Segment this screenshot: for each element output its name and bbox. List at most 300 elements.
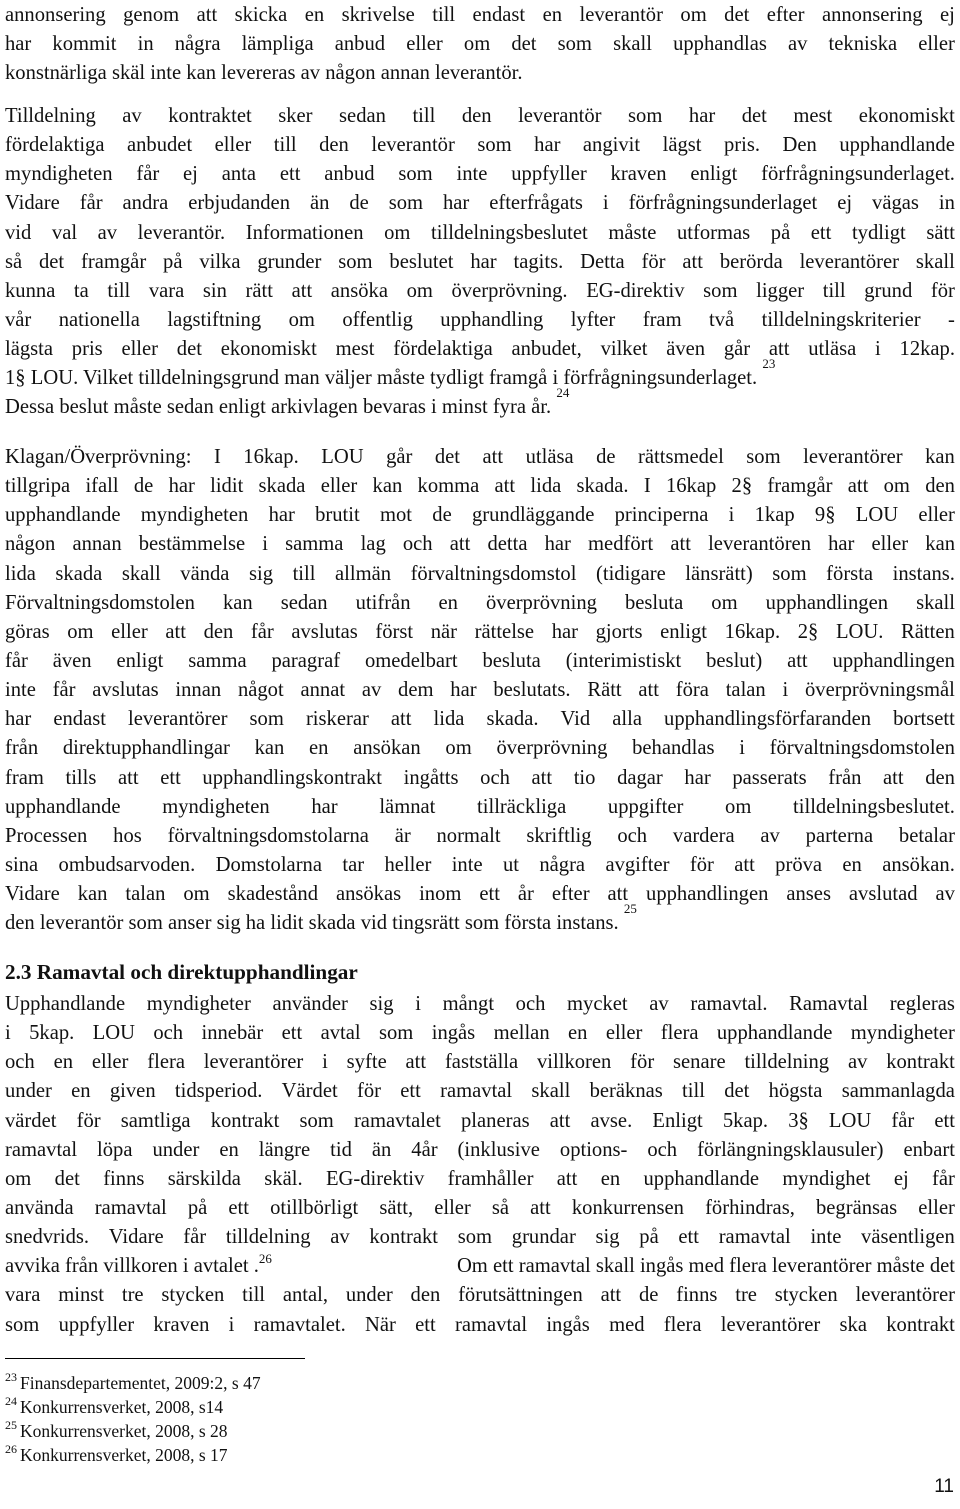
word: kunna: [5, 279, 56, 302]
word: överprövning.: [451, 279, 568, 302]
word: antal,: [282, 1284, 328, 1307]
word: rättelse: [474, 620, 535, 643]
word: alla: [612, 708, 642, 731]
footnote-number: 25: [5, 1418, 17, 1432]
word: framgår: [81, 250, 147, 273]
word: har: [450, 679, 477, 702]
text-line: [5, 59, 955, 88]
word: dem: [398, 679, 434, 702]
word: paragraf: [271, 649, 341, 672]
word: särskilda: [167, 1167, 241, 1190]
word: tar: [342, 853, 365, 876]
word: genom: [123, 4, 180, 26]
word: till: [273, 134, 297, 157]
word: tidsperiod.: [174, 1080, 263, 1103]
word: förlängningsklausuler): [697, 1138, 884, 1161]
footnote-separator: [5, 1358, 305, 1359]
word: ett: [810, 221, 832, 244]
word: besluta: [624, 591, 684, 614]
word: Vidare: [5, 192, 60, 215]
word: har: [5, 708, 32, 731]
word: ett: [281, 1022, 303, 1045]
word: skadestånd: [227, 883, 318, 906]
word: som: [5, 1313, 40, 1336]
word: avse.: [590, 1109, 633, 1132]
word: ett: [228, 1196, 250, 1219]
text-line: [5, 1136, 955, 1165]
word: att: [291, 279, 313, 302]
word: leverantörer: [855, 1284, 955, 1307]
word: skada.: [486, 708, 539, 731]
word: EG-direktiv: [586, 279, 685, 302]
word: upphandlas: [673, 33, 767, 56]
word: kan: [222, 591, 253, 614]
word: göras: [5, 620, 50, 643]
word: skicka: [234, 4, 288, 26]
text-line: [5, 277, 955, 306]
word: skall: [916, 591, 955, 614]
word: inte: [456, 163, 488, 186]
word: att: [682, 250, 703, 273]
word: endast: [53, 708, 106, 731]
word: de: [638, 1284, 659, 1307]
text-line: [5, 385, 955, 422]
word: till: [292, 562, 316, 585]
word: fördelaktiga: [393, 338, 493, 361]
word: ej: [837, 192, 853, 215]
word: att: [196, 4, 218, 26]
word: mångt: [442, 993, 495, 1015]
word: LOU.: [835, 620, 884, 643]
word: den: [925, 766, 955, 789]
word: skall: [915, 250, 955, 273]
word: erbjudanden: [188, 192, 290, 215]
word: att: [494, 475, 516, 498]
word: skada: [55, 562, 103, 585]
word: får: [52, 679, 76, 702]
word: att: [787, 649, 808, 672]
word: lagstiftning: [167, 308, 262, 331]
word: myndigheten: [5, 163, 113, 186]
word: när: [430, 620, 457, 643]
text-line: [5, 1281, 955, 1310]
page-number: 11: [934, 1476, 954, 1497]
word: instans.: [892, 562, 955, 585]
word: upphandlingskontrakt: [202, 766, 383, 789]
word: fastställa: [444, 1051, 519, 1074]
line-text-head: avvika från villkoren i avtalet .: [5, 1255, 259, 1278]
word: i: [228, 1313, 235, 1336]
word: ta: [73, 279, 89, 302]
word: ej: [940, 4, 955, 26]
text-line: [5, 1223, 955, 1252]
word: medfört: [588, 533, 654, 556]
word: dagar: [617, 766, 663, 789]
word: för: [630, 1051, 655, 1074]
word: som: [249, 708, 284, 731]
word: i: [602, 192, 609, 215]
word: mest: [335, 338, 375, 361]
footnote-text: Konkurrensverket, 2008, s 17: [20, 1445, 228, 1465]
word: ligger: [756, 279, 805, 302]
word: utifrån: [355, 591, 411, 614]
word: tekniska: [828, 33, 898, 56]
word: att: [768, 338, 790, 361]
text-line: [5, 102, 955, 131]
word: sker: [278, 105, 313, 127]
word: och: [515, 993, 546, 1015]
text-line: [5, 472, 955, 501]
text-line: [5, 1194, 955, 1223]
word: av: [361, 679, 382, 702]
word: leverantörer: [720, 1313, 821, 1336]
word: ett: [934, 1109, 955, 1132]
word: fördelaktiga: [5, 134, 105, 157]
word: eller: [918, 33, 955, 56]
word: 12kap.: [899, 338, 955, 361]
word: Processen: [5, 824, 88, 847]
word: har: [311, 795, 338, 818]
word: den: [319, 134, 349, 157]
word: vilket: [600, 338, 648, 361]
word: pris: [71, 338, 103, 361]
word: till: [682, 1080, 705, 1103]
word: inte: [5, 679, 36, 702]
text-line: [5, 30, 955, 59]
word: och: [647, 1138, 678, 1161]
word: går: [386, 446, 413, 468]
word: utformas: [676, 221, 751, 244]
line-text: 1§ LOU. Vilket tilldelningsgrund man väljer måste tydligt framgå i förfrågningsunderlaget.: [5, 367, 758, 390]
footnote: [5, 1443, 228, 1467]
word: ett: [479, 883, 500, 906]
word: vår: [5, 308, 32, 331]
word: leverantör: [371, 134, 455, 157]
text-line: [5, 189, 955, 218]
word: har: [470, 250, 497, 273]
word: vilka: [199, 250, 241, 273]
word: det: [511, 33, 537, 56]
word: även: [52, 649, 92, 672]
word: sina: [5, 853, 39, 876]
word: vardera: [672, 824, 735, 847]
text-line: [5, 676, 955, 705]
word: får: [891, 1109, 915, 1132]
text-line: [5, 1019, 955, 1048]
word: anbud: [324, 163, 375, 186]
word: om: [725, 795, 752, 818]
footnote-ref: 25: [623, 901, 637, 917]
word: senare: [673, 1051, 726, 1074]
word: snedvrids.: [5, 1226, 90, 1249]
word: efter: [551, 883, 590, 906]
word: högsta: [768, 1080, 823, 1103]
word: När: [365, 1313, 396, 1336]
word: även: [666, 338, 706, 361]
word: beslutats.: [493, 679, 571, 702]
word: leverantör: [518, 105, 602, 127]
footnote-number: 23: [5, 1370, 17, 1384]
word: i: [415, 993, 421, 1015]
word: det: [39, 250, 65, 273]
word: in: [137, 33, 154, 56]
word: har: [684, 766, 711, 789]
word: konkurrensen: [571, 1196, 684, 1219]
word: har: [544, 533, 571, 556]
word: har: [551, 620, 578, 643]
word: skada.: [576, 475, 629, 498]
word: leverantörer: [128, 708, 228, 731]
word: angivit: [582, 134, 641, 157]
word: vara: [5, 1284, 41, 1307]
word: under: [5, 1080, 52, 1103]
word: eller: [406, 33, 443, 56]
text-line: [5, 822, 955, 851]
word: andra: [122, 192, 169, 215]
word: enligt: [660, 620, 708, 643]
word: lida: [5, 562, 36, 585]
word: myndigheter: [146, 993, 251, 1015]
word: i: [875, 338, 881, 361]
word: 5kap.: [29, 1022, 75, 1045]
text-line: [5, 306, 955, 335]
word: ansökan.: [882, 853, 955, 876]
word: 1kap: [754, 504, 795, 527]
word: lida: [530, 475, 562, 498]
word: skriftlig: [526, 824, 592, 847]
word: överprövning: [496, 737, 608, 760]
word: options-: [559, 1138, 628, 1161]
word: myndigheter: [850, 1022, 955, 1045]
text-line: [5, 901, 955, 938]
word: skäl.: [264, 1167, 303, 1190]
word: framhåller: [447, 1167, 534, 1190]
word: en: [309, 737, 329, 760]
word: och: [617, 824, 648, 847]
word: endast: [472, 4, 526, 26]
word: betalar: [898, 824, 955, 847]
word: ansökan: [353, 737, 421, 760]
word: från: [828, 766, 862, 789]
word: ingåtts: [403, 766, 459, 789]
word: har: [828, 533, 855, 556]
word: efterfrågats: [489, 192, 583, 215]
word: i: [739, 737, 745, 760]
word: av: [649, 993, 669, 1015]
footnote-ref: 24: [556, 385, 570, 401]
word: Informationen: [245, 221, 364, 244]
text-line: [5, 335, 955, 364]
word: av: [935, 883, 955, 906]
text-line: [5, 764, 955, 793]
word: för: [641, 250, 666, 273]
word: sig: [248, 562, 274, 585]
word: offentlig: [342, 308, 413, 331]
word: får: [250, 620, 274, 643]
word: allmän: [334, 562, 392, 585]
word: lägsta: [5, 338, 54, 361]
word: I: [643, 475, 651, 498]
word: om: [680, 4, 707, 26]
word: beräknas: [589, 1080, 663, 1103]
footnote-text: Finansdepartementet, 2009:2, s 47: [20, 1373, 261, 1393]
word: flera: [660, 1022, 699, 1045]
word: komma: [417, 475, 480, 498]
word: förvaltningsdomstolen: [769, 737, 955, 760]
word: efter: [766, 4, 805, 26]
word: mellan: [493, 1022, 550, 1045]
word: lyfter: [570, 308, 616, 331]
word: på: [770, 221, 791, 244]
word: (interimistiskt: [565, 649, 682, 672]
word: skada: [258, 475, 306, 498]
paragraph: [5, 102, 955, 423]
word: av: [788, 33, 808, 56]
word: längre: [258, 1138, 311, 1161]
word: I: [213, 446, 221, 468]
word: beslutet: [389, 250, 454, 273]
word: samma: [188, 649, 247, 672]
word: överprövning: [485, 591, 597, 614]
word: mycket: [567, 993, 628, 1015]
word: flera: [663, 1313, 702, 1336]
word: ingås: [546, 1313, 590, 1336]
word: ett: [678, 1226, 699, 1249]
word: en: [53, 1051, 73, 1074]
word: det: [724, 1080, 750, 1103]
word: i: [322, 1051, 328, 1074]
footnote-ref: 23: [762, 356, 776, 372]
word: har: [5, 33, 32, 56]
word: om: [183, 883, 210, 906]
word: sin: [202, 279, 227, 302]
word: som: [338, 250, 373, 273]
word: myndigheten: [140, 504, 249, 527]
word: ekonomiskt: [858, 105, 955, 127]
footnote-number: 24: [5, 1394, 17, 1408]
word: vid: [5, 221, 32, 244]
word: upphandling: [440, 308, 544, 331]
word: att: [390, 708, 412, 731]
paragraph: [5, 443, 955, 938]
word: otillbörligt: [270, 1196, 359, 1219]
word: ut: [502, 853, 519, 876]
word: och: [153, 1022, 184, 1045]
word: avslutad: [848, 883, 918, 906]
word: ingås: [431, 1022, 476, 1045]
word: om: [288, 308, 315, 331]
text-line: [5, 647, 955, 676]
word: upphandlingsförfaranden: [664, 708, 872, 731]
text-line: [5, 1252, 955, 1281]
word: lidit: [210, 475, 244, 498]
word: ramavtal: [455, 1313, 528, 1336]
word: lida: [433, 708, 465, 731]
text-line: [5, 734, 955, 763]
word: Enligt: [652, 1109, 703, 1132]
word: leverantörer: [803, 446, 903, 468]
word: skall: [531, 1080, 571, 1103]
word: 2§: [731, 475, 753, 498]
word: i: [782, 679, 789, 702]
word: kontrakt: [369, 1226, 439, 1249]
word: kan: [77, 883, 108, 906]
word: för: [930, 279, 955, 302]
word: att: [607, 883, 629, 906]
word: omedelbart: [364, 649, 458, 672]
word: ramavtalet: [353, 1109, 441, 1132]
word: de: [349, 192, 369, 215]
word: till: [412, 105, 436, 127]
word: på: [639, 1226, 659, 1249]
word: 16kap.: [724, 620, 781, 643]
word: leverantör.: [137, 221, 226, 244]
word: Ramavtal: [789, 993, 869, 1015]
word: Vidare: [108, 1226, 164, 1249]
word: annonsering: [5, 4, 106, 26]
word: detta: [487, 533, 528, 556]
word: två: [709, 308, 735, 331]
word: ett: [415, 1313, 436, 1336]
word: syfte: [346, 1051, 387, 1074]
word: Förvaltningsdomstolen: [5, 591, 195, 614]
word: 5kap.: [722, 1109, 769, 1132]
word: får: [5, 649, 28, 672]
word: och: [480, 766, 510, 789]
word: av: [760, 824, 780, 847]
word: finns: [103, 1167, 145, 1190]
word: förvaltningsdomstol: [410, 562, 577, 585]
word: LOU: [855, 504, 899, 527]
word: går: [723, 338, 751, 361]
word: eller: [121, 338, 159, 361]
word: så: [491, 1196, 510, 1219]
line-text-tail: Om ett ramavtal skall ingås med flera leverantörer måste det: [456, 1255, 955, 1278]
text-line: [5, 160, 955, 189]
word: att: [449, 533, 471, 556]
word: enbart: [903, 1138, 955, 1161]
footnote-number: 26: [5, 1442, 17, 1456]
word: ansökas: [335, 883, 402, 906]
word: leverantören: [708, 533, 811, 556]
word: har: [168, 475, 195, 498]
word: rätt: [245, 279, 273, 302]
word: i: [262, 533, 268, 556]
word: talan: [725, 679, 766, 702]
word: leverantörer: [203, 1051, 304, 1074]
word: det: [54, 1167, 80, 1190]
word: om: [384, 221, 411, 244]
word: (inklusive: [457, 1138, 540, 1161]
word: fram: [642, 308, 682, 331]
word: länsrätt): [685, 562, 753, 585]
word: kan: [254, 737, 285, 760]
word: som: [477, 134, 512, 157]
word: finns: [676, 1284, 718, 1307]
word: har: [268, 504, 295, 527]
line-text: den leverantör som anser sig ha lidit skada vid tingsrätt som första instans.: [5, 912, 619, 935]
word: tilldelning: [744, 1051, 830, 1074]
word: innan: [175, 679, 222, 702]
word: inte: [451, 853, 483, 876]
word: förfrågningsunderlaget: [628, 192, 818, 215]
word: 2§: [797, 620, 819, 643]
word: begränsas: [815, 1196, 898, 1219]
word: bestämmelse: [138, 533, 246, 556]
word: Rätten: [901, 620, 955, 643]
word: ekonomiskt: [220, 338, 317, 361]
footnote-text: Konkurrensverket, 2008, s 28: [20, 1421, 228, 1441]
